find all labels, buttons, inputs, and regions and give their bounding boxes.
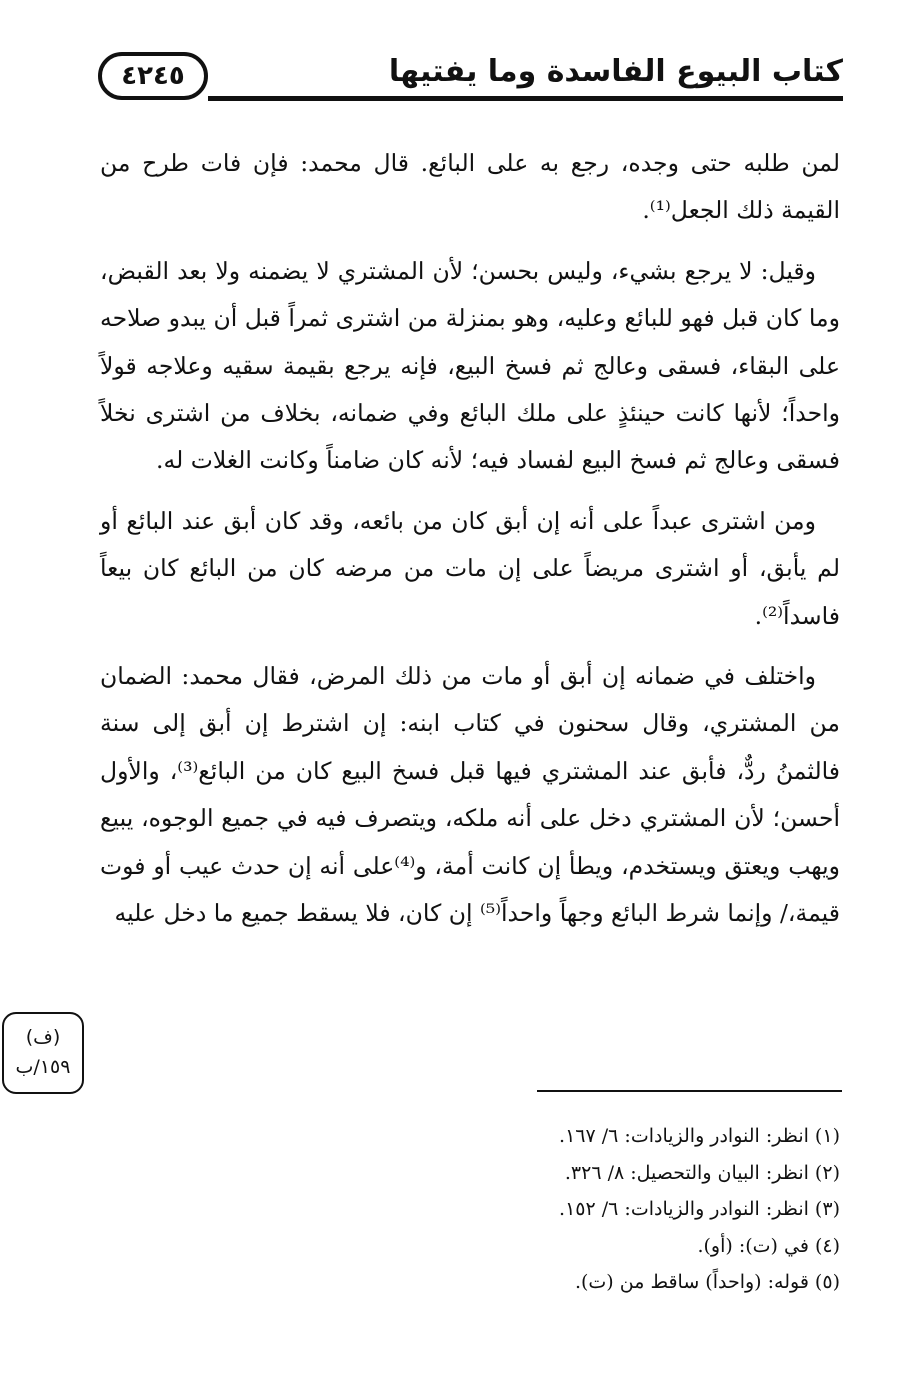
page-number-badge: ٤٢٤٥ [98,52,208,100]
header-rule [208,96,843,101]
folio-number: ١٥٩/ب [15,1056,71,1078]
footnote-separator [537,1090,842,1092]
running-title: كتاب البيوع الفاسدة وما يفتيها [388,54,843,89]
manuscript-folio-note [2,1012,84,1094]
footnote: (٣) انظر: النوادر والزيادات: ٦/ ١٥٢. [559,1198,840,1220]
paragraph: وقيل: لا يرجع بشيء، وليس بحسن؛ لأن المشتري لا يضمنه ولا بعد القبض، وما كان قبل فهو للبائع وعليه، وهو بمنزلة من اشترى ثمراً قبل أن يبدو صلاحه على البقاء، فسقى وعالج ثم فسخ البيع، فإنه يرجع بقيمة سقيه وعلاجه قولاً واحداً؛ لأنها كانت حينئذٍ على ملك البائع وفي ضمانه، بخلاف من اشترى نخلاً فسقى وعالج ثم فسخ البيع لفساد فيه؛ لأنه كان ضامناً وكانت الغلات له. [100,256,840,475]
paragraph: واختلف في ضمانه إن أبق أو مات من ذلك المرض، فقال محمد: الضمان من المشتري، وقال سحنون في كتاب ابنه: إن اشترط إن أبق إلى سنة فالثمنُ ردٌّ، فأبق عند المشتري فيها قبل فسخ البيع كان من البائع⁽³⁾، والأول أحسن؛ لأن المشتري دخل على أنه ملكه، ويتصرف فيه في جميع الوجوه، يبيع ويهب ويعتق ويستخدم، ويطأ إن كانت أمة، و⁽⁴⁾على أنه إن حدث عيب أو فوت قيمة،/ وإنما شرط البائع وجهاً واحداً⁽⁵⁾ إن كان، فلا يسقط جميع ما دخل عليه [100,662,841,928]
paragraph: ومن اشترى عبداً على أنه إن أبق كان من بائعه، وقد كان أبق عند البائع أو لم يأبق، أو اشترى مريضاً على إن مات من مرضه كان من البائع كان بيعاً فاسداً⁽²⁾. [100,506,840,630]
footnote: (٤) في (ت): (أو). [697,1234,840,1257]
footnote: (١) انظر: النوادر والزيادات: ٦/ ١٦٧. [559,1125,840,1147]
paragraph: لمن طلبه حتى وجده، رجع به على البائع. قال محمد: فإن فات طرح من القيمة ذلك الجعل⁽¹⁾. [100,149,840,225]
main-text [100,140,840,951]
page-header [98,48,843,118]
footnote: (٢) انظر: البيان والتحصيل: ٨/ ٣٢٦. [564,1161,840,1184]
folio-siglum: (ف) [25,1026,61,1048]
footnotes [420,1118,840,1301]
footnote: (٥) قوله: (واحداً) ساقط من (ت). [574,1271,840,1293]
